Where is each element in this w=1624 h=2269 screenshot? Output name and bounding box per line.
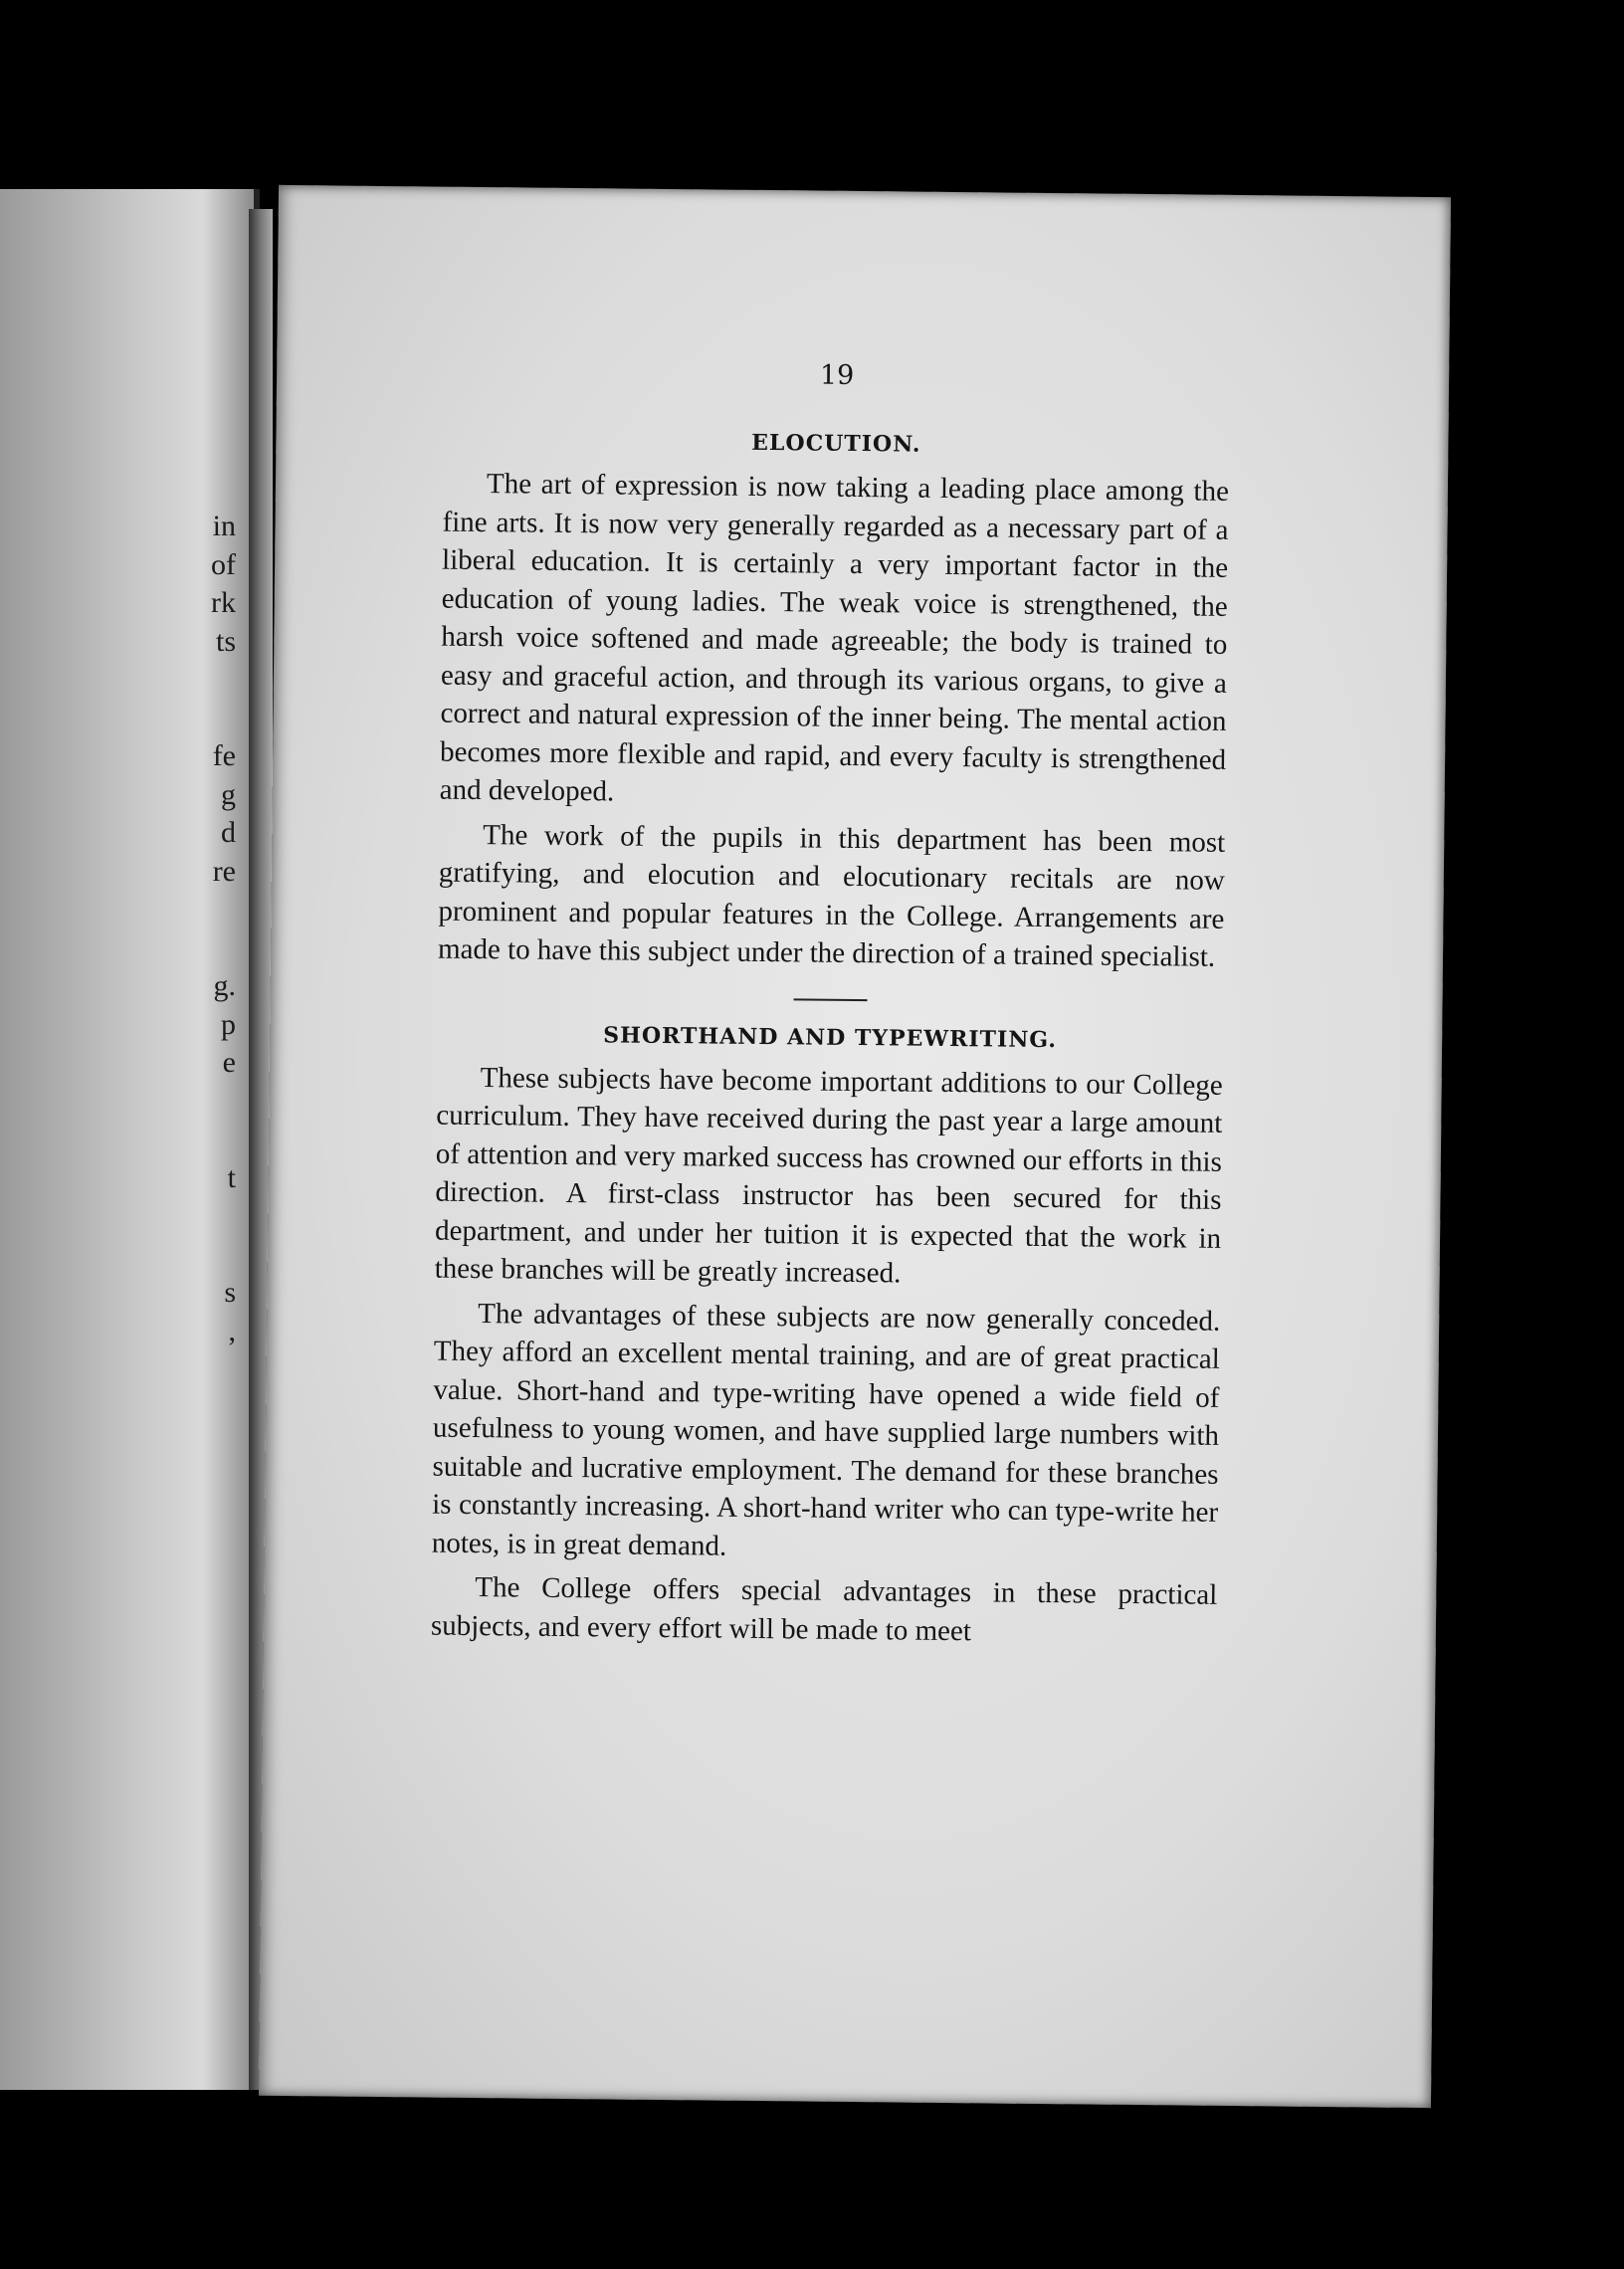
- left-fragment: [211, 661, 236, 700]
- paragraph: The art of expression is now taking a leading place among the fine arts. It is now very generally regarded as a necessary part of a liberal education. It is certainly a very important factor in the education of young ladies. The weak voice is strengthened, the harsh voice softened and made agreeable; the body is trained to easy and graceful action, and through its various organs, to give a correct and natural expression of the inner being. The mental action becomes more flexible and rapid, and every faculty is strengthened and developed.: [439, 468, 1230, 808]
- left-fragment: t: [227, 1160, 236, 1194]
- left-fragment: [211, 1350, 236, 1389]
- left-fragment: fe: [212, 739, 236, 772]
- section-elocution: [438, 427, 1230, 977]
- left-fragment: s: [224, 1276, 236, 1309]
- left-page: [0, 189, 260, 2090]
- section-shorthand: [431, 1020, 1224, 1653]
- left-fragment: [211, 1619, 236, 1658]
- left-fragment: [211, 1389, 236, 1428]
- paragraph: The College offers special advantages in these practical subjects, and every effort will be made to meet: [430, 1571, 1218, 1647]
- left-fragment: in: [212, 510, 236, 542]
- left-fragment: re: [212, 854, 236, 888]
- left-fragment: [211, 1696, 236, 1735]
- left-fragment: ts: [215, 624, 236, 658]
- section-heading: SHORTHAND AND TYPEWRITING.: [603, 1021, 1058, 1053]
- left-fragment: g.: [213, 969, 236, 1002]
- left-fragment: [211, 1197, 236, 1236]
- left-fragment: [211, 1543, 236, 1581]
- paragraph: The advantages of these subjects are now generally conceded. They afford an excellent mental training, and are of great practical value. Short-hand and type-writing have opened a wide field of usefulness to young women, and have supplied large numbers with suitable and lucrative employment. The demand for these branches is constantly increasing. A short-hand writer who can type-write her notes, is in great demand.: [431, 1297, 1221, 1562]
- right-page: [259, 185, 1451, 2108]
- left-fragment: [211, 1427, 236, 1466]
- left-fragment: ,: [228, 1314, 236, 1347]
- left-fragment: [211, 1657, 236, 1696]
- paragraph: The work of the pupils in this department has been most gratifying, and elocution and elocutionary recitals are now prominent and popular features in the College. Arrangements are made to have this subject under the direction of a trained specialist.: [437, 818, 1226, 973]
- left-page-text-fragments: [211, 508, 236, 1734]
- section-heading: ELOCUTION.: [751, 429, 921, 458]
- left-fragment: e: [222, 1046, 236, 1079]
- left-fragment: of: [211, 547, 236, 581]
- section-divider: [794, 998, 868, 1001]
- left-fragment: p: [221, 1007, 236, 1041]
- left-fragment: d: [221, 816, 236, 849]
- left-fragment: [211, 1580, 236, 1619]
- left-fragment: [211, 1121, 236, 1159]
- left-fragment: [211, 1236, 236, 1275]
- paragraph: These subjects have become important additions to our College curriculum. They have received during the past year a large amount of attention and very marked success has crowned our efforts in this direction. A first-class instructor has been secured for this department, and under her tuition it is expected that the work in these branches will be greatly increased.: [434, 1061, 1223, 1290]
- page-number: 19: [819, 359, 855, 391]
- left-fragment: [211, 1083, 236, 1122]
- left-fragment: [211, 1504, 236, 1543]
- left-fragment: [211, 929, 236, 968]
- page-content: [431, 356, 1231, 1659]
- left-fragment: rk: [211, 586, 236, 619]
- left-fragment: [211, 700, 236, 738]
- left-fragment: [211, 1466, 236, 1505]
- left-fragment: [211, 891, 236, 929]
- left-fragment: g: [221, 777, 236, 811]
